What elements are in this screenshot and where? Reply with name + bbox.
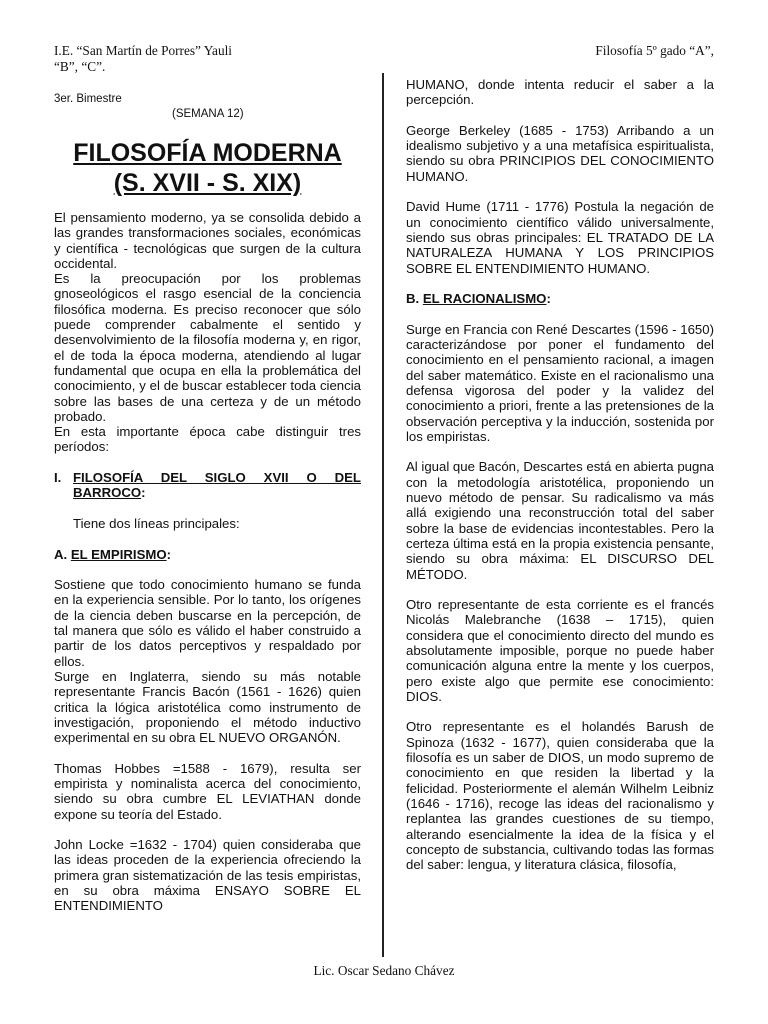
section-number: I. [54,470,62,486]
school-groups: “B”, “C”. [54,59,106,74]
section-title: FILOSOFÍA DEL SIGLO XVII O DEL BARROCO [73,470,361,501]
page-subtitle: (S. XVII - S. XIX) [113,169,302,197]
intro-paragraph-3: En esta importante época cabe distinguir tres períodos: [54,424,361,455]
hobbes-paragraph: Thomas Hobbes =1588 - 1679), resulta ser empirista y nominalista acerca del conocimiento, siendo su obra cumbre EL LEVIATHAN donde expone su teoría del Estado. [54,760,361,822]
week-label: (SEMANA 12) [172,108,244,120]
lines-intro: Tiene dos líneas principales: [73,515,240,531]
racionalismo-paragraph-1: Surge en Francia con René Descartes (1596 - 1650) caracterizándose por poner el fundamento del conocimiento en el pensamiento racional, a imagen del saber matemático. Existe en el racionalismo una defensa vigorosa del poder y la validez del conocimiento a priori, frente a las pretensiones de la observación perceptiva y la inducción, sostenida por los empiristas. [406,321,714,444]
racionalismo-prefix: B. [406,291,420,307]
malebranche-paragraph: Otro representante de esta corriente es el francés Nicolás Malebranche (1638 – 1715), quien considera que el conocimiento directo del mundo es absolutamente imposible, porque no puede haber comunicación alguna entre la mente y los cuerpos, pero existe algo que permite ese conocimiento: DIOS. [406,597,714,704]
intro-paragraph-1: El pensamiento moderno, ya se consolida debido a las grandes transformaciones sociales, económicas y científica - tecnológicas que surgen de la cultura occidental. [54,210,361,271]
section-heading-i [54,470,361,501]
spinoza-paragraph: Otro representante es el holandés Barush de Spinoza (1632 - 1677), quien consideraba que la filosofía es un saber de DIOS, un modo supremo de conocimiento en que residen la libertad y la felicidad. Posteriormente el alemán Wilhelm Leibniz (1646 - 1716), recoge las ideas del racionalismo y replantea las grandes cuestiones de su tiempo, alterando esencialmente la idea de la física y el concepto de substancia, cultivando todas las formas del saber: lengua, y literatura clásica, filosofía, [406,719,714,873]
empirismo-paragraph-2: Surge en Inglaterra, siendo su más notable representante Francis Bacón (1561 - 1626) quien critica la lógica aristotélica como instrumento de investigación, proponiendo el método inductivo experimental en su obra EL NUEVO ORGANÓN. [54,668,361,746]
empirismo-paragraph-1: Sostiene que todo conocimiento humano se funda en la experiencia sensible. Por lo tanto, los orígenes de la ciencia deben buscarse en la percepción, de tal manera que sólo es válido el haber construido a partir de los datos perceptivos y respaldado por ellos. [54,577,361,669]
locke-paragraph: John Locke =1632 - 1704) quien consideraba que las ideas proceden de la experiencia ofreciendo la primera gran sistematización de las tesis empiristas, en su obra máxima ENSAYO SOBRE EL ENTENDIMIENTO [54,837,361,914]
empirismo-heading [54,547,361,562]
column-divider [382,73,384,957]
right-column [406,77,714,872]
empirismo-prefix: A. [54,546,68,562]
hume-paragraph: David Hume (1711 - 1776) Postula la negación de un conocimiento científico válido universalmente, siendo sus obras principales: EL TRATADO DE LA NATURALEZA HUMANA Y LOS PRINCIPIOS SOBRE EL ENTENDIMIENTO HUMANO. [406,199,714,276]
empirismo-colon: : [166,546,172,562]
section-colon: : [141,485,146,501]
locke-continuation: HUMANO, donde intenta reducir el saber a la percepción. [406,77,714,108]
racionalismo-title: EL RACIONALISMO [422,291,547,307]
header-school-block [54,43,232,75]
course-label: Filosofía 5º gado “A”, [595,43,714,58]
term-label: 3er. Bimestre [54,93,122,105]
racionalismo-colon: : [546,291,551,307]
footer-author: Lic. Oscar Sedano Chávez [313,963,455,978]
page-title: FILOSOFÍA MODERNA [73,139,342,167]
intro-paragraph-2: Es la preocupación por los problemas gnoseológicos el rasgo esencial de la conciencia filosófica moderna. Es preciso reconocer que sólo puede comprender cabalmente el sentido y desenvolvimiento de la filosofía moderna y, en rigor, el de toda la época moderna, atendiendo al lugar fundamental que ocupa en ella la problemática del conocimiento, y el de buscar establecer toda ciencia sobre las bases de una certeza y de un método probado. [54,271,361,424]
empirismo-title: EL EMPIRISMO [70,546,167,562]
berkeley-paragraph: George Berkeley (1685 - 1753) Arribando a un idealismo subjetivo y a una metafísica espiritualista, siendo su obra PRINCIPIOS DEL CONOCIMIENTO HUMANO. [406,122,714,184]
school-name: I.E. “San Martín de Porres” Yauli [54,43,233,58]
left-column [54,210,361,914]
racionalismo-heading [406,291,714,306]
racionalismo-paragraph-2: Al igual que Bacón, Descartes está en abierta pugna con la metodología aristotélica, proponiendo un nuevo método de pensar. Su radicalismo va más allá exigiendo una reconstrucción total del saber sobre la base de evidencias incontestables. Pero la certeza última está en la propia existencia pensante, siendo su obra máxima: EL DISCURSO DEL MÉTODO. [406,459,714,582]
